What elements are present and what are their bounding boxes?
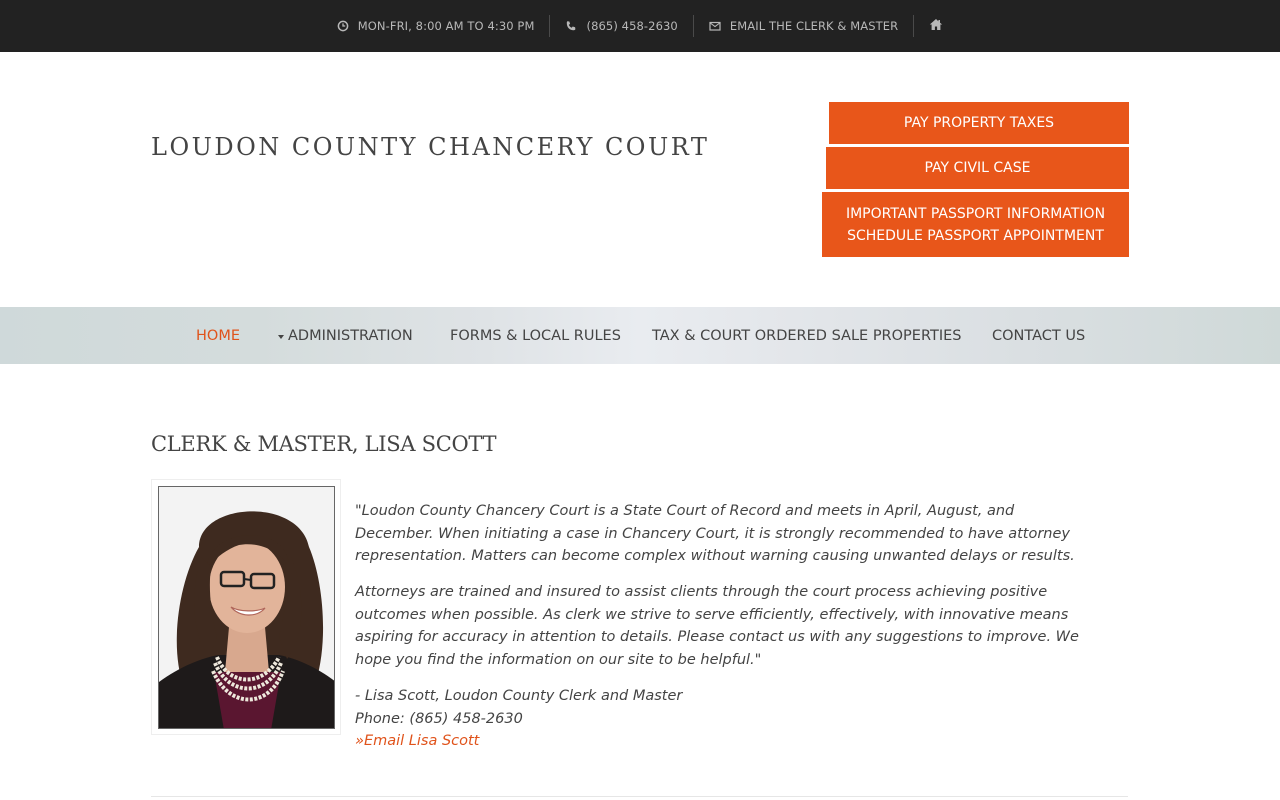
phone-text: (865) 458-2630 — [586, 19, 678, 33]
button-label: PAY CIVIL CASE — [924, 160, 1031, 176]
portrait-frame — [151, 479, 341, 735]
envelope-icon — [709, 20, 721, 32]
signature-line: - Lisa Scott, Loudon County Clerk and Master — [355, 688, 683, 704]
nav-tax-sale-properties[interactable] — [652, 307, 961, 364]
section-heading: CLERK & MASTER, LISA SCOTT — [151, 432, 497, 456]
office-hours-text: MON-FRI, 8:00 AM TO 4:30 PM — [357, 19, 535, 33]
passport-appointment-label: SCHEDULE PASSPORT APPOINTMENT — [847, 227, 1104, 244]
nav-tax-sale-label: TAX & COURT ORDERED SALE PROPERTIES — [652, 327, 962, 344]
nav-home[interactable] — [196, 307, 240, 364]
nav-contact-label: CONTACT US — [992, 327, 1086, 344]
email-clerk-text: EMAIL THE CLERK & MASTER — [729, 19, 899, 33]
clock-icon — [337, 20, 349, 32]
nav-administration-label: ADMINISTRATION — [288, 327, 413, 344]
phone-icon — [565, 20, 577, 32]
passport-info-label: IMPORTANT PASSPORT INFORMATION — [845, 205, 1106, 222]
nav-forms-local-rules[interactable] — [450, 307, 621, 364]
nav-forms-label: FORMS & LOCAL RULES — [450, 327, 621, 344]
quote-paragraph-1: "Loudon County Chancery Court is a State Court of Record and meets in April, August, and December. When initiating a case in Chancery Court, it is strongly recommended to have attorney representation. Matters can become complex without warning causing unwanted delays or results. — [355, 503, 1075, 565]
pay-property-taxes-button[interactable] — [829, 102, 1129, 144]
portrait-image — [159, 487, 335, 729]
top-bar — [0, 0, 1280, 52]
content-divider — [151, 796, 1128, 797]
pay-civil-case-button[interactable] — [826, 147, 1129, 189]
main-nav — [0, 307, 1280, 364]
phone-link[interactable] — [550, 15, 692, 37]
phone-line: Phone: (865) 458-2630 — [355, 710, 523, 727]
email-clerk-link[interactable] — [694, 15, 913, 37]
office-hours — [322, 15, 550, 37]
email-lisa-scott-link[interactable]: »Email Lisa Scott — [355, 733, 480, 750]
nav-contact-us[interactable] — [992, 307, 1085, 364]
signature-block — [355, 685, 682, 753]
button-label: PAY PROPERTY TAXES — [903, 115, 1055, 131]
site-title[interactable]: LOUDON COUNTY CHANCERY COURT — [151, 133, 710, 161]
nav-administration[interactable] — [278, 307, 413, 364]
caret-down-icon — [278, 335, 284, 339]
portrait-photo — [158, 486, 335, 729]
home-icon — [929, 18, 943, 34]
nav-home-label: HOME — [196, 327, 240, 344]
quote-paragraph-2: Attorneys are trained and insured to assist clients through the court process achieving positive outcomes when possible. As clerk we strive to serve efficiently, effectively, with innovative means aspiring for accuracy in attention to details. Please contact us with any suggestions to improve. We hope you find the information on our site to be helpful." — [355, 584, 1079, 668]
passport-button[interactable] — [822, 192, 1129, 257]
home-link[interactable] — [914, 15, 958, 37]
